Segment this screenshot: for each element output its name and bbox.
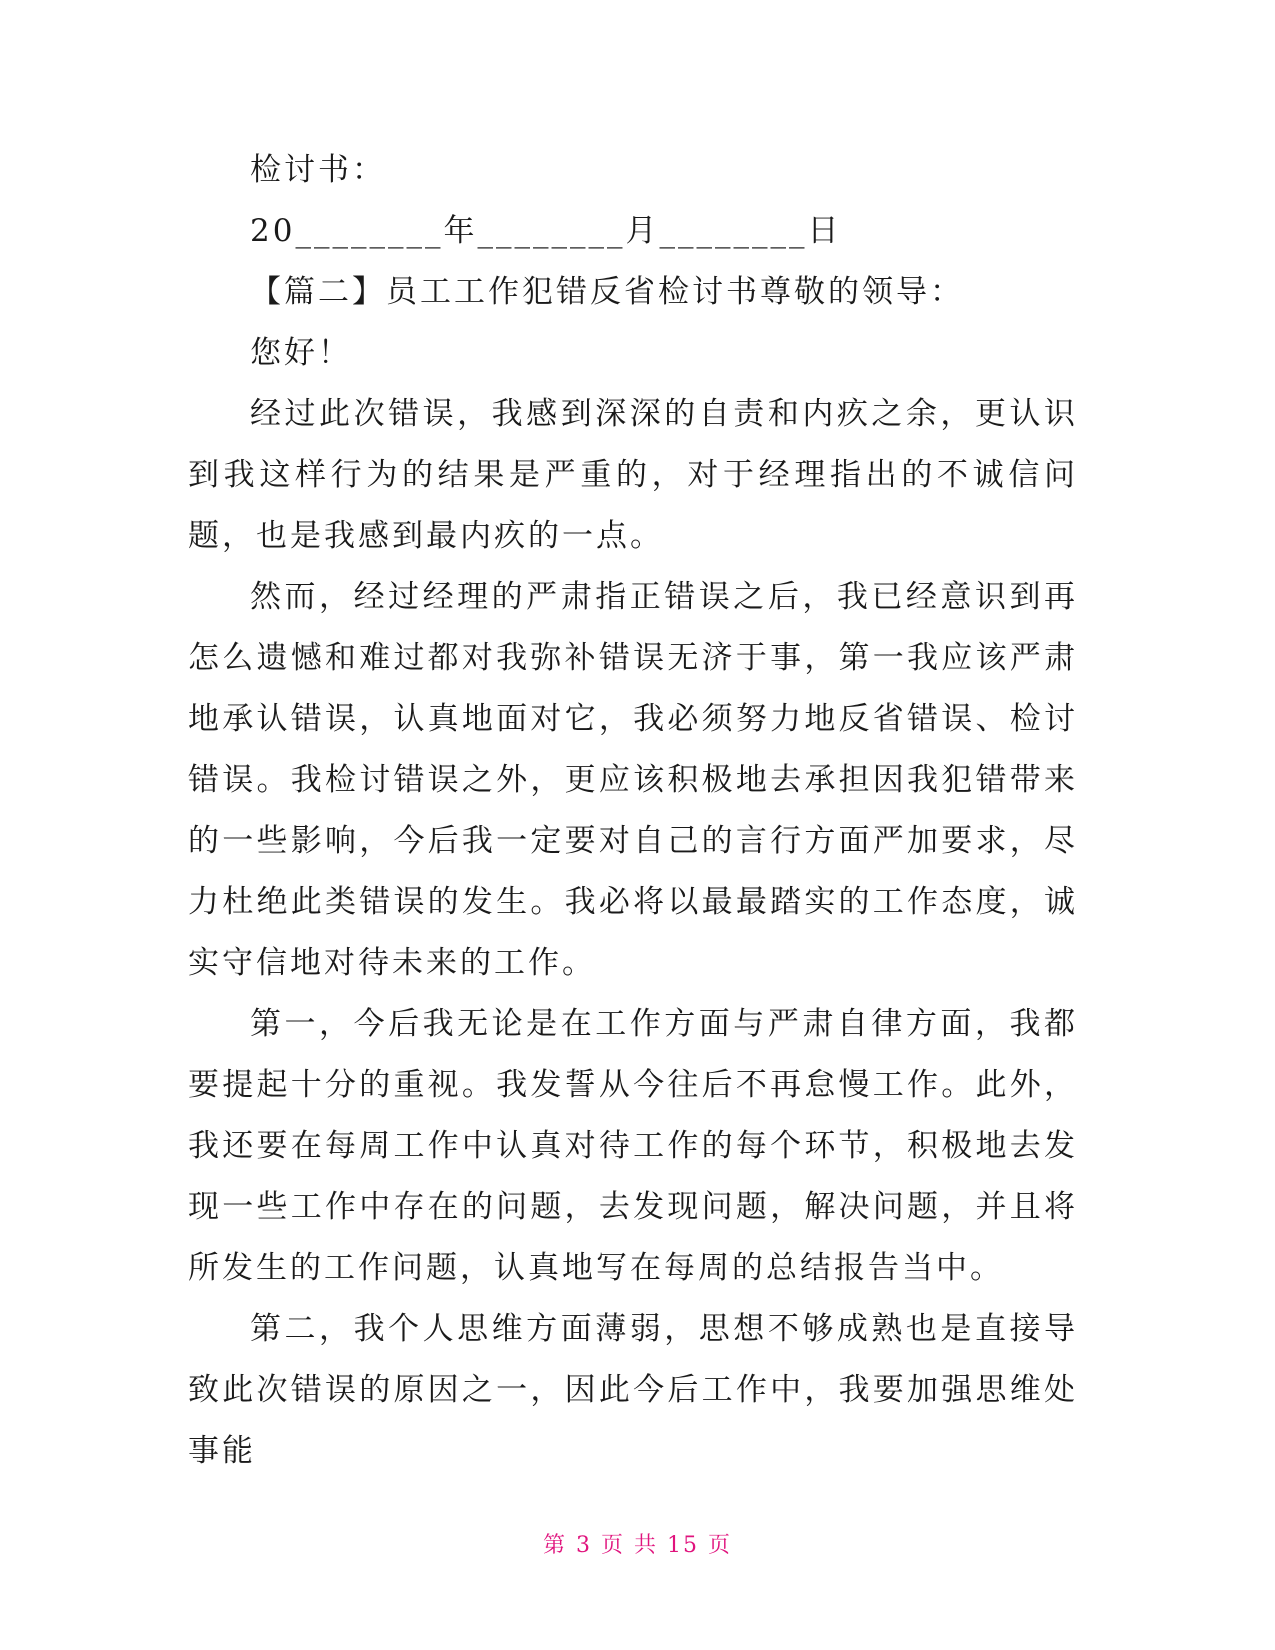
page-number-footer: 第 3 页 共 15 页 — [543, 1533, 732, 1558]
document-body — [188, 140, 1078, 1482]
signature-label: 检讨书： — [250, 152, 386, 188]
paragraph-3: 第一，今后我无论是在工作方面与严肃自律方面，我都要提起十分的重视。我发誓从今往后不再怠慢工作。此外，我还要在每周工作中认真对待工作的每个环节，积极地去发现一些工作中存在的问题，去发现问题，解决问题，并且将所发生的工作问题，认真地写在每周的总结报告当中。 — [188, 1006, 1078, 1286]
paragraph-4: 第二，我个人思维方面薄弱，思想不够成熟也是直接导致此次错误的原因之一，因此今后工作中，我要加强思维处事能 — [188, 1311, 1078, 1469]
date-line: 20________年________月________日 — [250, 213, 842, 249]
greeting: 您好！ — [250, 335, 352, 371]
paragraph-1: 经过此次错误，我感到深深的自责和内疚之余，更认识到我这样行为的结果是严重的，对于经理指出的不诚信问题，也是我感到最内疚的一点。 — [188, 396, 1078, 554]
paragraph-2: 然而，经过经理的严肃指正错误之后，我已经意识到再怎么遗憾和难过都对我弥补错误无济于事，第一我应该严肃地承认错误，认真地面对它，我必须努力地反省错误、检讨错误。我检讨错误之外，更应该积极地去承担因我犯错带来的一些影响，今后我一定要对自己的言行方面严加要求，尽力杜绝此类错误的发生。我必将以最最踏实的工作态度，诚实守信地对待未来的工作。 — [188, 579, 1078, 981]
section-title: 【篇二】员工工作犯错反省检讨书尊敬的领导： — [250, 274, 964, 310]
